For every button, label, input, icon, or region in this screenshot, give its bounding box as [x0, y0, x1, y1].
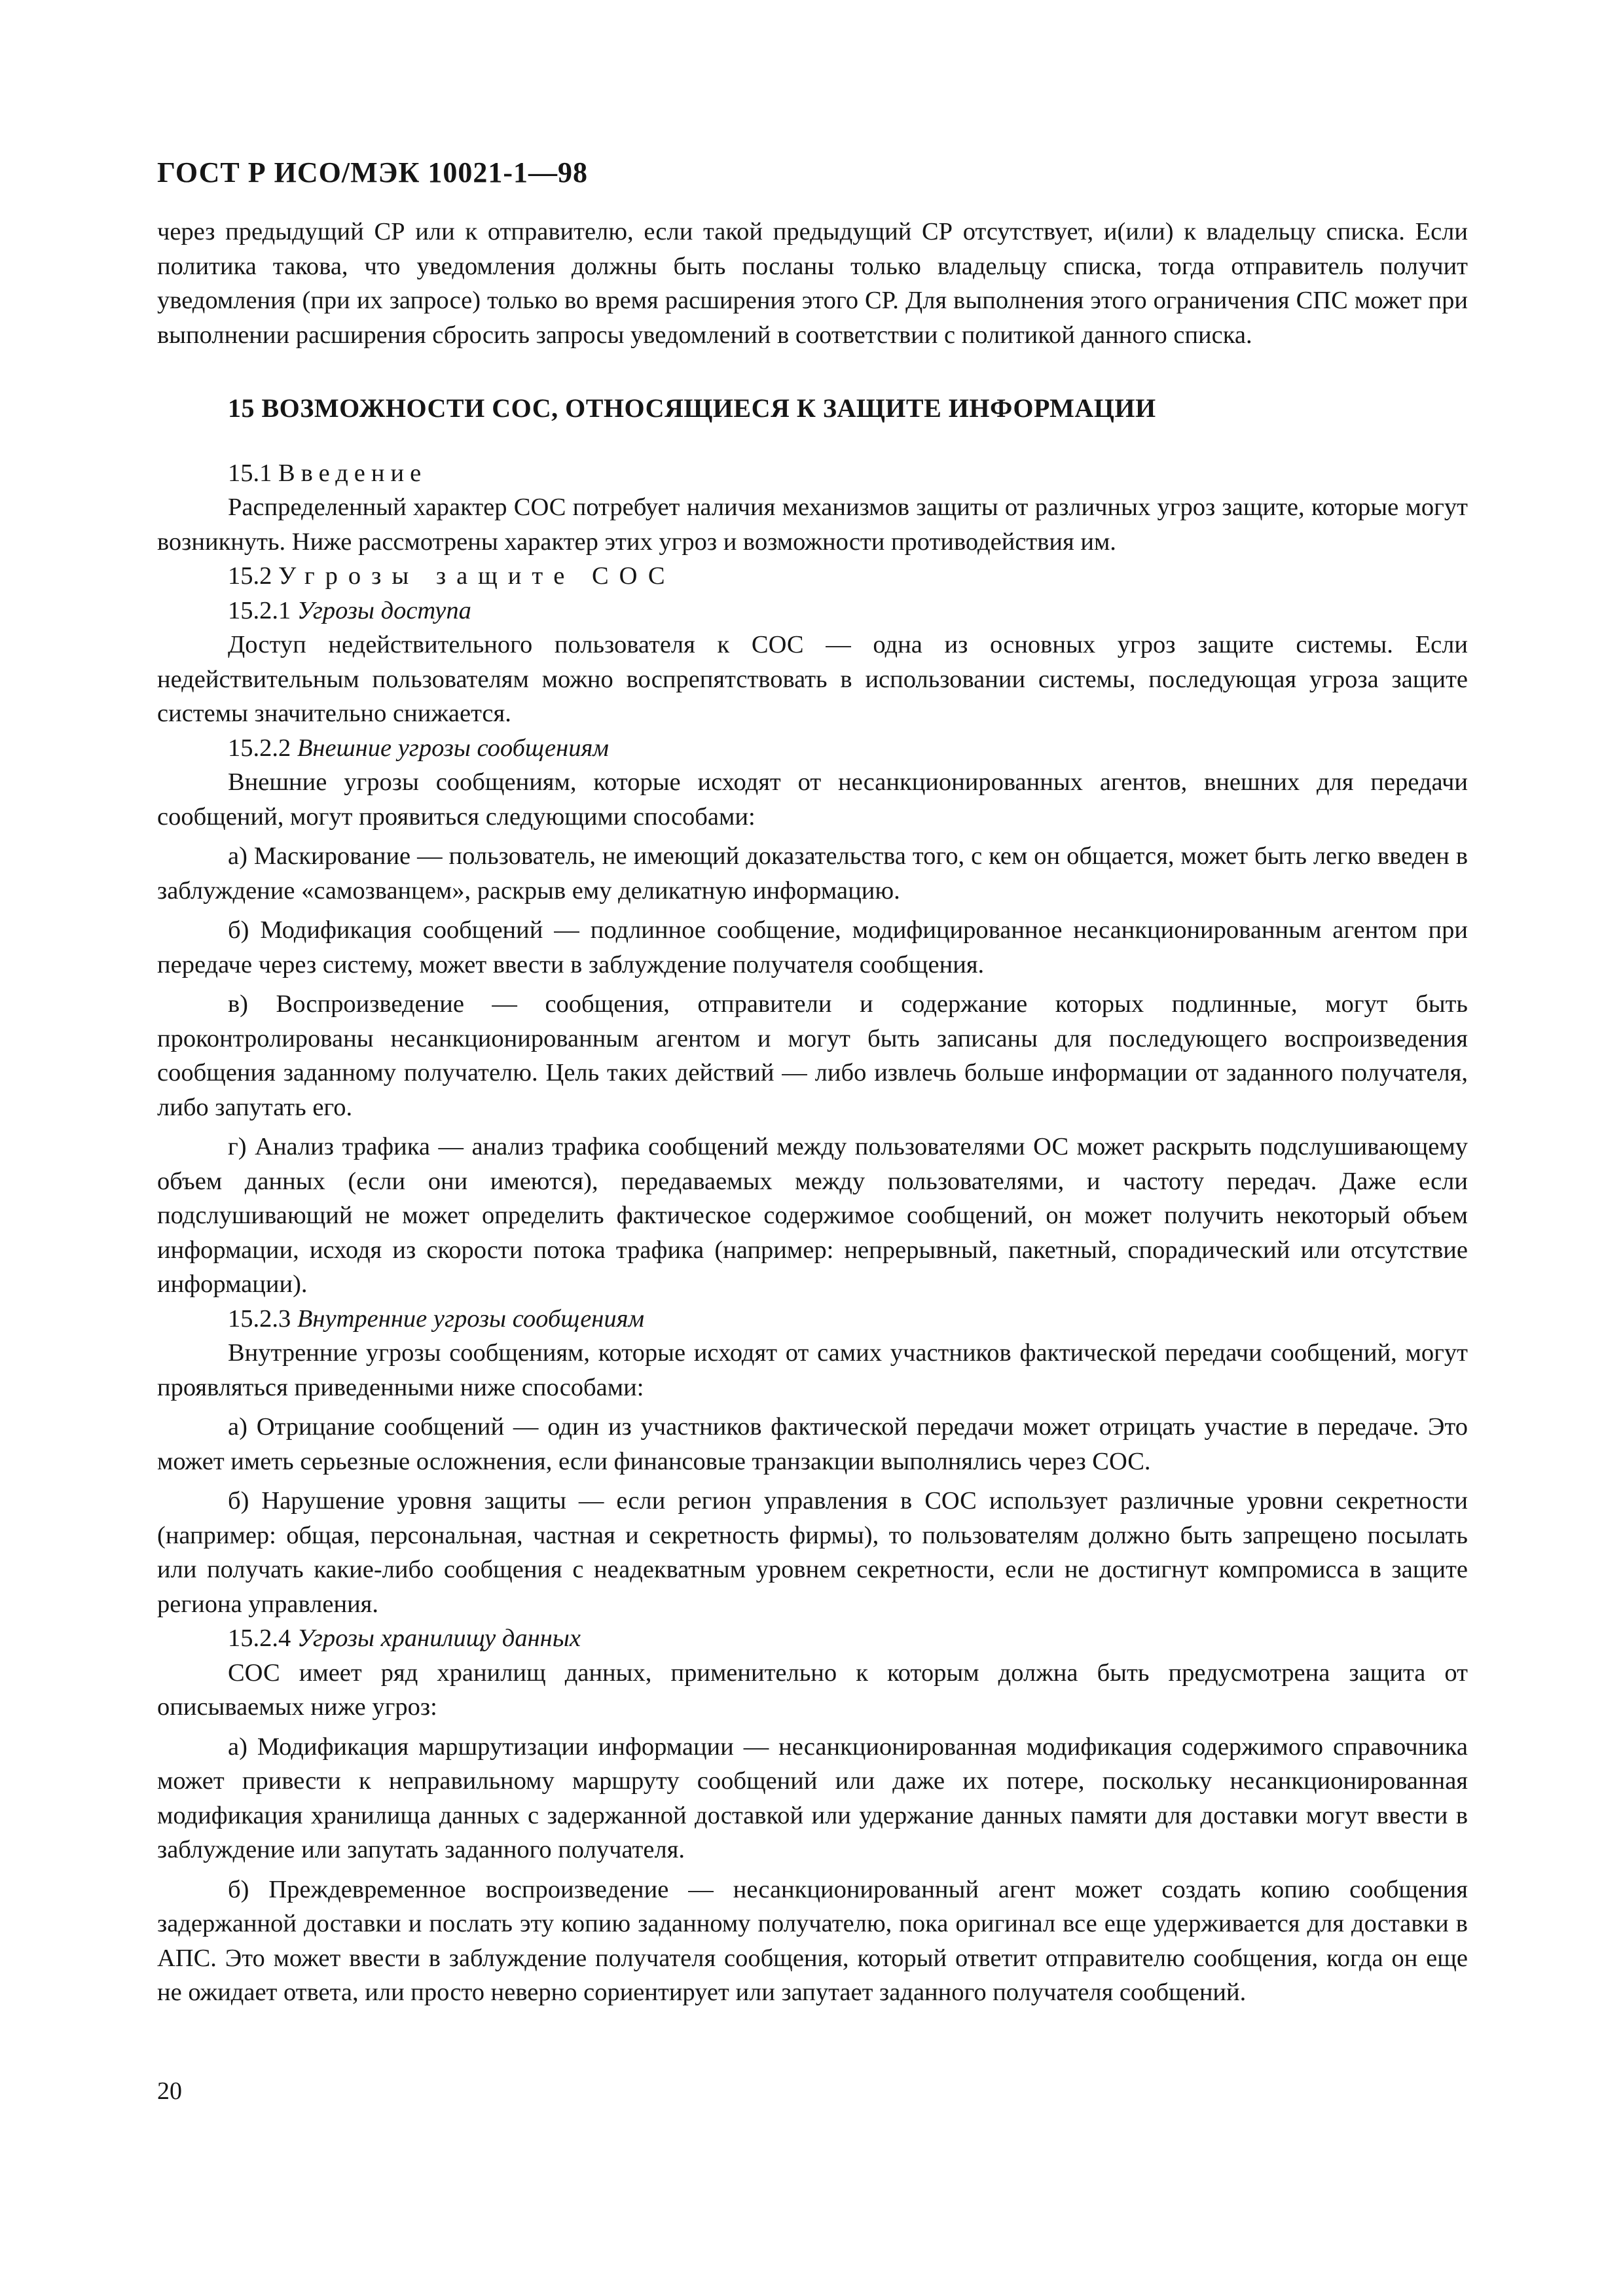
list-item: а) Маскирование — пользователь, не имеющий доказательства того, с кем он общается, может быть легко введен в заблуждение «самозванцем», раскрыв ему деликатную информацию.: [157, 842, 1468, 905]
page-number: 20: [157, 2077, 182, 2105]
document-header: ГОСТ Р ИСО/МЭК 10021-1—98: [157, 156, 589, 188]
document-body: [157, 215, 1468, 2010]
subsection-15-1-heading: [157, 456, 1468, 491]
subsection-number: 15.2.3: [228, 1304, 291, 1333]
subsection-title: Внешние угрозы сообщениям: [297, 734, 609, 762]
subsection-15-2-2-text: Внешние угрозы сообщениям, которые исходят от несанкционированных агентов, внешних для передачи сообщений, могут проявиться следующими способами:: [157, 768, 1468, 831]
subsection-15-2-2-heading: [157, 731, 1468, 766]
list-item: г) Анализ трафика — анализ трафика сообщений между пользователями ОС может раскрыть подслушивающему объем данных (если они имеются), передаваемых между пользователями, и частоту передач. Даже если подслушивающий не может определить фактическое содержимое сообщений, он может получить некоторый объем информации, исходя из скорости потока трафика (например: непрерывный, пакетный, спорадический или отсутствие информации).: [157, 1133, 1468, 1298]
subsection-number: 15.2.4: [228, 1624, 291, 1652]
subsection-number: 15.1: [228, 459, 272, 487]
intro-paragraph: через предыдущий СР или к отправителю, если такой предыдущий СР отсутствует, и(или) к владельцу списка. Если политика такова, что уведомления должны быть посланы только владельцу списка, тогда отправитель получит уведомления (при их запросе) только во время расширения этого СР. Для выполнения этого ограничения СПС может при выполнении расширения сбросить запросы уведомлений в соответствии с политикой данного списка.: [157, 218, 1468, 349]
subsection-title: Угрозы доступа: [297, 596, 471, 624]
subsection-title: Введение: [278, 459, 428, 487]
subsection-15-1-text: Распределенный характер СОС потребует наличия механизмов защиты от различных угроз защите, которые могут возникнуть. Ниже рассмотрены характер этих угроз и возможности противодействия им.: [157, 493, 1468, 556]
subsection-15-2-4-heading: [157, 1621, 1468, 1656]
section-15-title: 15 ВОЗМОЖНОСТИ СОС, ОТНОСЯЩИЕСЯ К ЗАЩИТЕ ИНФОРМАЦИИ: [228, 393, 1156, 423]
subsection-number: 15.2: [228, 562, 272, 590]
subsection-15-2-1-text: Доступ недействительного пользователя к СОС — одна из основных угроз защите системы. Если недействительным пользователям можно воспрепятствовать в использовании системы, последующая угроза защите системы значительно снижается.: [157, 631, 1468, 727]
subsection-title: Угрозы хранилищу данных: [297, 1624, 581, 1652]
subsection-15-2-1-heading: [157, 594, 1468, 628]
list-item: б) Преждевременное воспроизведение — несанкционированный агент может создать копию сообщения задержанной доставки и послать эту копию заданному получателю, пока оригинал все еще удерживается для доставки в АПС. Это может ввести в заблуждение получателя сообщения, который ответит отправителю сообщения, когда он еще не ожидает ответа, или просто неверно сориентирует или запутает заданного получателя сообщений.: [157, 1875, 1468, 2006]
subsection-15-2-4-text: СОС имеет ряд хранилищ данных, применительно к которым должна быть предусмотрена защита от описываемых ниже угроз:: [157, 1659, 1468, 1721]
list-item: б) Модификация сообщений — подлинное сообщение, модифицированное несанкционированным агентом при передаче через систему, может ввести в заблуждение получателя сообщения.: [157, 916, 1468, 978]
subsection-title: Внутренние угрозы сообщениям: [297, 1304, 645, 1333]
list-item: а) Отрицание сообщений — один из участников фактической передачи может отрицать участие в передаче. Это может иметь серьезные осложнения, если финансовые транзакции выполнялись через СОС.: [157, 1413, 1468, 1475]
subsection-15-2-heading: [157, 559, 1468, 594]
subsection-number: 15.2.1: [228, 596, 291, 624]
list-item: а) Модификация маршрутизации информации — несанкционированная модификация содержимого справочника может привести к неправильному маршруту сообщений или даже их потере, поскольку несанкционированная модификация хранилища данных с задержанной доставкой или удержание данных памяти для доставки могут ввести в заблуждение или запутать заданного получателя.: [157, 1732, 1468, 1863]
list-item: в) Воспроизведение — сообщения, отправители и содержание которых подлинные, могут быть проконтролированы несанкционированным агентом и могут быть записаны для последующего воспроизведения сообщения заданному получателю. Цель таких действий — либо извлечь больше информации от заданного получателя, либо запутать его.: [157, 990, 1468, 1121]
list-item: б) Нарушение уровня защиты — если регион управления в СОС использует различные уровни секретности (например: общая, персональная, частная и секретность фирмы), то пользователям должно быть запрещено посылать или получать какие-либо сообщения с неадекватным уровнем секретности, если не достигнут компромисса в защите региона управления.: [157, 1487, 1468, 1618]
subsection-15-2-3-text: Внутренние угрозы сообщениям, которые исходят от самих участников фактической передачи сообщений, могут проявляться приведенными ниже способами:: [157, 1339, 1468, 1401]
subsection-title: Угрозы защите СОС: [278, 562, 676, 590]
subsection-number: 15.2.2: [228, 734, 291, 762]
subsection-15-2-3-heading: [157, 1302, 1468, 1336]
